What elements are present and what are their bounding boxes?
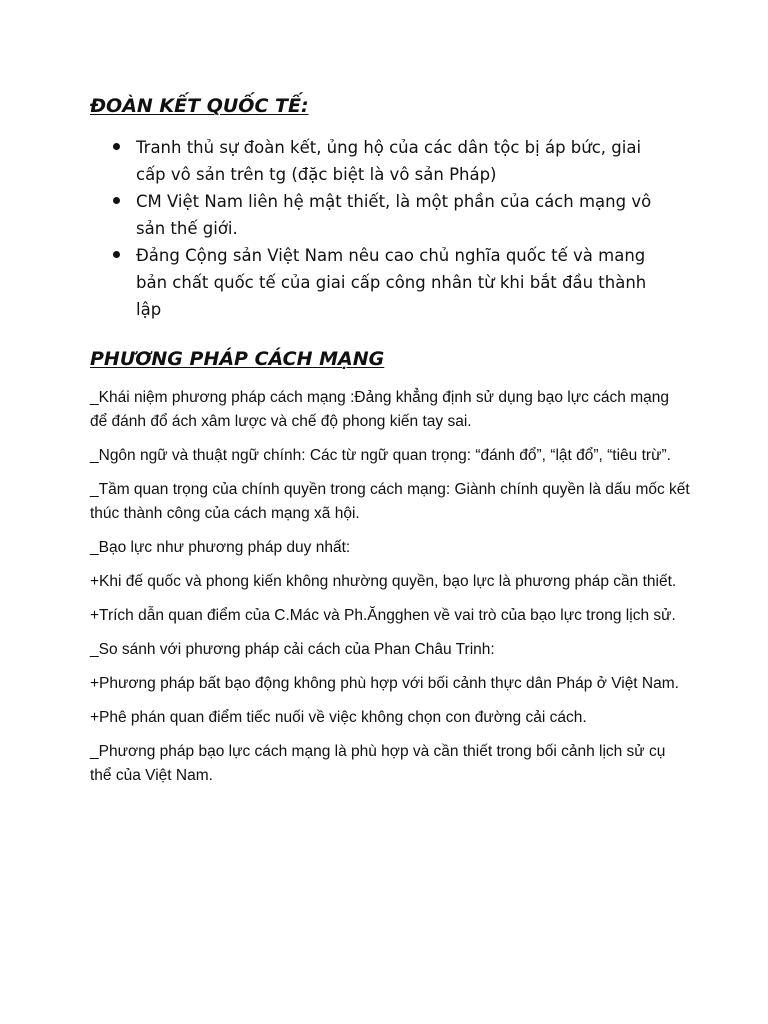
paragraph: +Phê phán quan điểm tiếc nuối về việc không chọn con đường cải cách. (90, 709, 587, 726)
bullet-list (0, 134, 768, 323)
paragraph: _Phương pháp bạo lực cách mạng là phù hợp và cần thiết trong bối cảnh lịch sử cụ thể của Việt Nam. (90, 743, 666, 784)
paragraph: +Trích dẫn quan điểm của C.Mác và Ph.Ăngghen về vai trò của bạo lực trong lịch sử. (90, 607, 676, 624)
bullet-dot-icon (113, 143, 120, 150)
section-heading-revolutionary-method: PHƯƠNG PHÁP CÁCH MẠNG (90, 348, 385, 370)
bullet-text: Đảng Cộng sản Việt Nam nêu cao chủ nghĩa quốc tế và mang bản chất quốc tế của giai cấp công nhân từ khi bắt đầu thành lập (136, 246, 647, 319)
bullet-text: Tranh thủ sự đoàn kết, ủng hộ của các dân tộc bị áp bức, giai cấp vô sản trên tg (đặc biệt là vô sản Pháp) (136, 138, 642, 184)
bullet-text: CM Việt Nam liên hệ mật thiết, là một phần của cách mạng vô sản thế giới. (136, 192, 652, 238)
bullet-dot-icon (113, 251, 120, 258)
paragraph: _Bạo lực như phương pháp duy nhất: (90, 539, 351, 556)
bullet-item (0, 134, 672, 188)
paragraph: _Khái niệm phương pháp cách mạng :Đảng khẳng định sử dụng bạo lực cách mạng để đánh đổ ách xâm lược và chế độ phong kiến tay sai. (90, 389, 669, 430)
paragraph: +Phương pháp bất bạo động không phù hợp với bối cảnh thực dân Pháp ở Việt Nam. (90, 675, 679, 692)
paragraph-list (90, 386, 690, 798)
bullet-item (0, 242, 672, 323)
paragraph: _Ngôn ngữ và thuật ngữ chính: Các từ ngữ quan trọng: “đánh đổ”, “lật đổ”, “tiêu trừ”. (90, 447, 671, 464)
bullet-item (0, 188, 672, 242)
bullet-dot-icon (113, 197, 120, 204)
paragraph: _Tầm quan trọng của chính quyền trong cách mạng: Giành chính quyền là dấu mốc kết thúc thành công của cách mạng xã hội. (90, 481, 690, 522)
paragraph: +Khi đế quốc và phong kiến không nhường quyền, bạo lực là phương pháp cần thiết. (90, 573, 677, 590)
paragraph: _So sánh với phương pháp cải cách của Phan Châu Trinh: (90, 641, 495, 658)
section-heading-international-solidarity: ĐOÀN KẾT QUỐC TẾ: (90, 95, 309, 117)
